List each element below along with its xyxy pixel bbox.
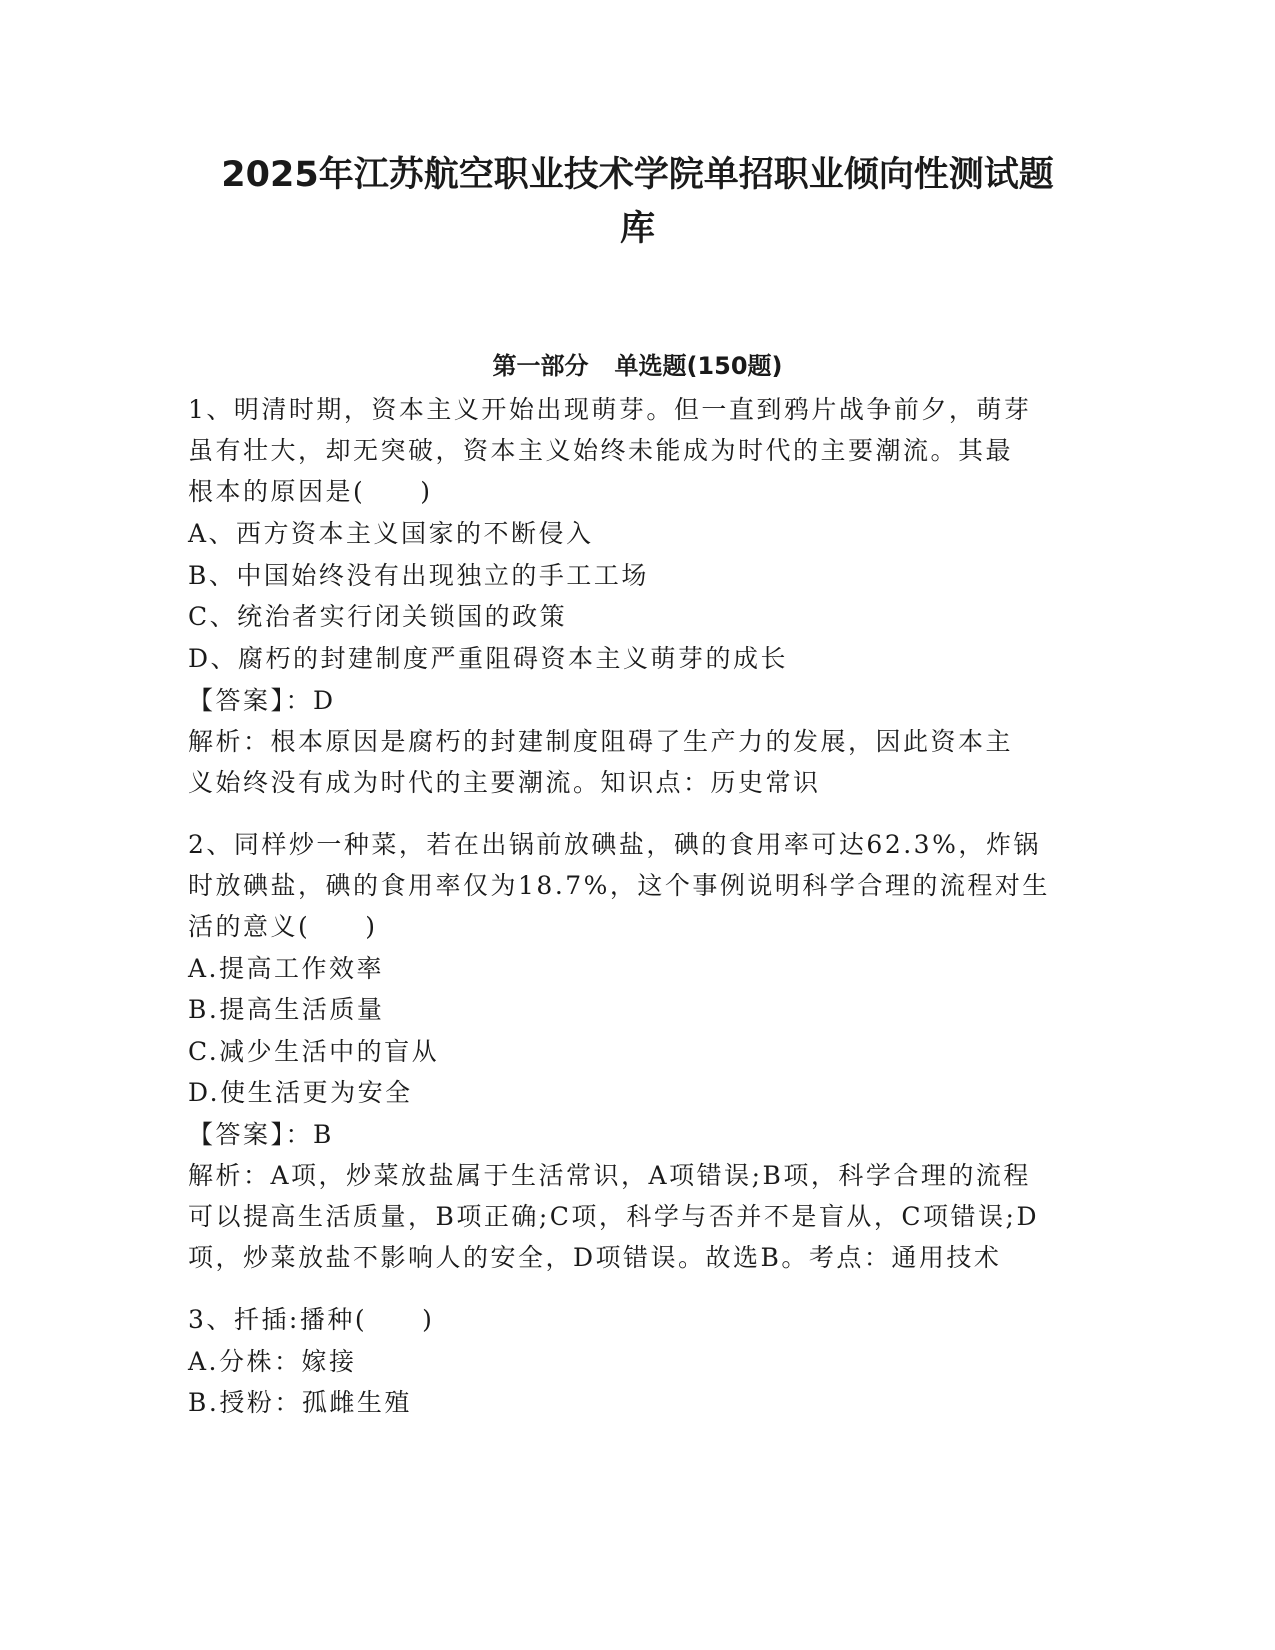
- answer-line: 【答案】：B: [188, 1120, 334, 1149]
- section-heading: [150, 348, 1125, 384]
- question-stem-line: 2、同样炒一种菜，若在出锅前放碘盐，碘的食用率可达62.3%，炸锅: [188, 830, 1041, 859]
- question-stem-line: 1、明清时期，资本主义开始出现萌芽。但一直到鸦片战争前夕，萌芽: [188, 395, 1032, 424]
- section-part: 第一部分: [492, 352, 589, 380]
- option-c: C、统治者实行闭关锁国的政策: [188, 602, 568, 631]
- analysis-line: 义始终没有成为时代的主要潮流。知识点：历史常识: [188, 768, 821, 797]
- analysis-line: 可以提高生活质量，B项正确;C项，科学与否并不是盲从，C项错误;D: [188, 1202, 1040, 1231]
- section-name: 单选题(150题): [614, 352, 783, 380]
- analysis-line: 解析：A项，炒菜放盐属于生活常识，A项错误;B项，科学合理的流程: [188, 1161, 1031, 1190]
- question-stem-line: 时放碘盐，碘的食用率仅为18.7%，这个事例说明科学合理的流程对生: [188, 871, 1050, 900]
- question-stem-line: 活的意义( ): [188, 912, 378, 941]
- option-b: B.授粉：孤雌生殖: [188, 1388, 412, 1417]
- question-stem-line: 3、扦插:播种( ): [188, 1305, 435, 1334]
- document-title-continued: 库: [619, 209, 655, 249]
- option-a: A.分株：嫁接: [188, 1347, 357, 1376]
- option-d: D、腐朽的封建制度严重阻碍资本主义萌芽的成长: [188, 644, 789, 673]
- document-title: 2025年江苏航空职业技术学院单招职业倾向性测试题: [221, 155, 1054, 195]
- option-b: B、中国始终没有出现独立的手工工场: [188, 561, 649, 590]
- question-stem-line: 虽有壮大，却无突破，资本主义始终未能成为时代的主要潮流。其最: [188, 436, 1014, 465]
- option-a: A、西方资本主义国家的不断侵入: [188, 519, 594, 548]
- option-c: C.减少生活中的盲从: [188, 1037, 440, 1066]
- answer-line: 【答案】：D: [188, 686, 336, 715]
- option-b: B.提高生活质量: [188, 995, 385, 1024]
- option-a: A.提高工作效率: [188, 954, 385, 983]
- option-d: D.使生活更为安全: [188, 1078, 413, 1107]
- analysis-line: 解析：根本原因是腐朽的封建制度阻碍了生产力的发展，因此资本主: [188, 727, 1014, 756]
- analysis-line: 项，炒菜放盐不影响人的安全，D项错误。故选B。考点：通用技术: [188, 1243, 1002, 1272]
- question-stem-line: 根本的原因是( ): [188, 477, 433, 506]
